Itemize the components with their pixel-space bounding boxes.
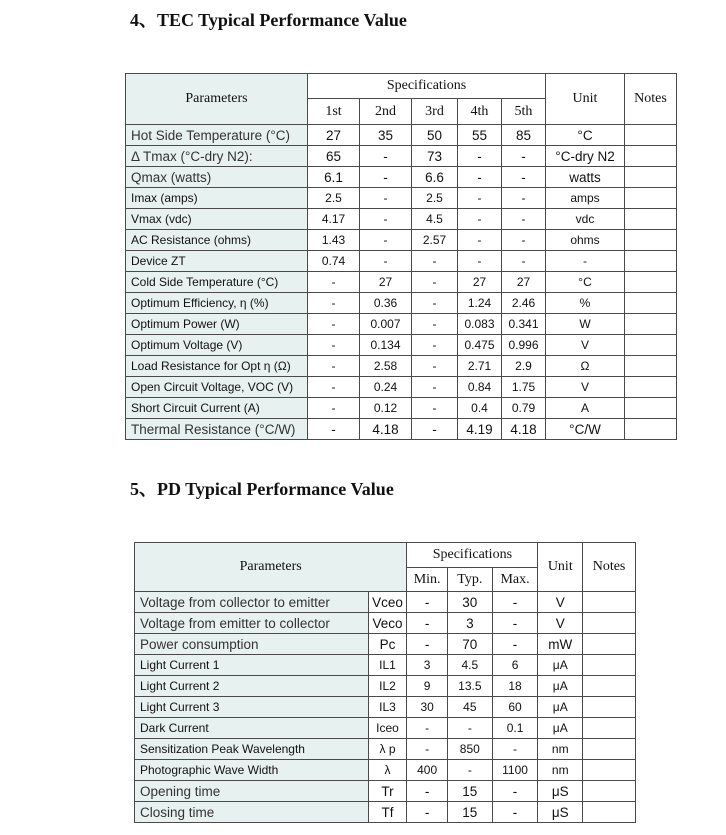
- value-cell: 0.341: [502, 314, 546, 335]
- value-cell: 0.24: [360, 377, 412, 398]
- notes-cell: [625, 398, 677, 419]
- value-cell: -: [492, 802, 538, 823]
- table-row: [135, 718, 636, 739]
- table-row: [135, 592, 636, 613]
- pd-performance-table: [134, 542, 636, 823]
- value-cell: 18: [492, 676, 538, 697]
- value-cell: 0.74: [308, 251, 360, 272]
- notes-cell: [583, 634, 636, 655]
- value-cell: 30: [407, 697, 448, 718]
- parameter-cell: Qmax (watts): [126, 167, 308, 188]
- notes-cell: [625, 230, 677, 251]
- unit-cell: mW: [538, 634, 583, 655]
- value-cell: -: [308, 293, 360, 314]
- value-cell: 2.5: [308, 188, 360, 209]
- notes-cell: [583, 676, 636, 697]
- value-cell: 6.1: [308, 167, 360, 188]
- notes-cell: [583, 697, 636, 718]
- value-cell: -: [407, 592, 448, 613]
- value-cell: -: [502, 251, 546, 272]
- parameter-cell: Sensitization Peak Wavelength: [135, 739, 369, 760]
- value-cell: 13.5: [447, 676, 492, 697]
- value-cell: -: [412, 251, 458, 272]
- parameter-cell: Thermal Resistance (°C/W): [126, 419, 308, 440]
- value-cell: 50: [412, 125, 458, 146]
- parameter-cell: Open Circuit Voltage, VOC (V): [126, 377, 308, 398]
- value-cell: 2.57: [412, 230, 458, 251]
- value-cell: 850: [447, 739, 492, 760]
- table-row: [126, 167, 677, 188]
- value-cell: -: [412, 419, 458, 440]
- value-cell: -: [308, 335, 360, 356]
- value-cell: 27: [502, 272, 546, 293]
- value-cell: 0.134: [360, 335, 412, 356]
- unit-cell: V: [546, 335, 625, 356]
- table-row: [126, 146, 677, 167]
- table-row: [126, 230, 677, 251]
- value-cell: -: [458, 188, 502, 209]
- table-row: [126, 419, 677, 440]
- value-cell: 0.79: [502, 398, 546, 419]
- value-cell: 65: [308, 146, 360, 167]
- value-cell: 60: [492, 697, 538, 718]
- table-row: [126, 398, 677, 419]
- value-cell: -: [360, 251, 412, 272]
- parameter-cell: Load Resistance for Opt η (Ω): [126, 356, 308, 377]
- parameter-cell: Dark Current: [135, 718, 369, 739]
- table-row: [126, 272, 677, 293]
- tec-heading: 4、TEC Typical Performance Value: [130, 10, 407, 30]
- value-cell: -: [502, 188, 546, 209]
- parameter-cell: Optimum Voltage (V): [126, 335, 308, 356]
- value-cell: 27: [360, 272, 412, 293]
- notes-cell: [583, 718, 636, 739]
- notes-cell: [583, 592, 636, 613]
- notes-cell: [625, 419, 677, 440]
- parameter-cell: Light Current 3: [135, 697, 369, 718]
- tec-performance-table: [125, 73, 677, 440]
- unit-cell: μA: [538, 718, 583, 739]
- value-cell: 0.1: [492, 718, 538, 739]
- value-cell: 2.5: [412, 188, 458, 209]
- unit-cell: ohms: [546, 230, 625, 251]
- parameter-cell: Voltage from emitter to collector: [135, 613, 369, 634]
- value-cell: -: [360, 230, 412, 251]
- table-row: [126, 314, 677, 335]
- table-row: [135, 697, 636, 718]
- unit-cell: °C/W: [546, 419, 625, 440]
- specifications-header: Specifications: [308, 74, 546, 99]
- col-header-typ: Typ.: [447, 568, 492, 592]
- value-cell: 4.5: [412, 209, 458, 230]
- value-cell: -: [407, 613, 448, 634]
- unit-header: Unit: [538, 543, 583, 592]
- value-cell: 0.36: [360, 293, 412, 314]
- value-cell: -: [407, 739, 448, 760]
- notes-cell: [625, 377, 677, 398]
- notes-header: Notes: [625, 74, 677, 125]
- unit-cell: nm: [538, 760, 583, 781]
- unit-cell: -: [546, 251, 625, 272]
- parameters-header: Parameters: [126, 74, 308, 125]
- unit-cell: °C: [546, 125, 625, 146]
- parameter-cell: Δ Tmax (°C-dry N2):: [126, 146, 308, 167]
- value-cell: -: [308, 398, 360, 419]
- value-cell: -: [447, 760, 492, 781]
- value-cell: 0.083: [458, 314, 502, 335]
- parameter-cell: Power consumption: [135, 634, 369, 655]
- value-cell: -: [308, 272, 360, 293]
- notes-cell: [625, 293, 677, 314]
- value-cell: -: [407, 802, 448, 823]
- value-cell: -: [407, 718, 448, 739]
- symbol-cell: λ: [368, 760, 407, 781]
- value-cell: 27: [308, 125, 360, 146]
- table-row: [135, 781, 636, 802]
- value-cell: -: [360, 146, 412, 167]
- value-cell: -: [458, 167, 502, 188]
- unit-cell: nm: [538, 739, 583, 760]
- col-header-min: Min.: [407, 568, 448, 592]
- notes-cell: [625, 209, 677, 230]
- table-row: [126, 188, 677, 209]
- value-cell: -: [502, 230, 546, 251]
- table-row: [126, 251, 677, 272]
- value-cell: -: [492, 613, 538, 634]
- value-cell: -: [412, 356, 458, 377]
- value-cell: 1.43: [308, 230, 360, 251]
- value-cell: 9: [407, 676, 448, 697]
- unit-cell: °C: [546, 272, 625, 293]
- value-cell: 6.6: [412, 167, 458, 188]
- value-cell: -: [458, 230, 502, 251]
- value-cell: 2.71: [458, 356, 502, 377]
- value-cell: -: [502, 146, 546, 167]
- col-header-2nd: 2nd: [360, 99, 412, 125]
- value-cell: 3: [447, 613, 492, 634]
- value-cell: -: [308, 314, 360, 335]
- value-cell: -: [360, 209, 412, 230]
- symbol-cell: Veco: [368, 613, 407, 634]
- value-cell: 0.475: [458, 335, 502, 356]
- parameter-cell: AC Resistance (ohms): [126, 230, 308, 251]
- parameter-cell: Vmax (vdc): [126, 209, 308, 230]
- symbol-cell: IL3: [368, 697, 407, 718]
- symbol-cell: Pc: [368, 634, 407, 655]
- value-cell: 0.996: [502, 335, 546, 356]
- value-cell: -: [502, 209, 546, 230]
- value-cell: -: [407, 634, 448, 655]
- table-row: [126, 293, 677, 314]
- value-cell: 70: [447, 634, 492, 655]
- table-row: [135, 739, 636, 760]
- table-row: [135, 802, 636, 823]
- notes-cell: [625, 272, 677, 293]
- col-header-5th: 5th: [502, 99, 546, 125]
- notes-cell: [583, 739, 636, 760]
- unit-cell: amps: [546, 188, 625, 209]
- value-cell: 0.4: [458, 398, 502, 419]
- parameter-cell: Cold Side Temperature (°C): [126, 272, 308, 293]
- parameter-cell: Photographic Wave Width: [135, 760, 369, 781]
- value-cell: -: [412, 314, 458, 335]
- value-cell: -: [447, 718, 492, 739]
- parameter-cell: Imax (amps): [126, 188, 308, 209]
- value-cell: 4.18: [360, 419, 412, 440]
- notes-cell: [625, 146, 677, 167]
- value-cell: 4.5: [447, 655, 492, 676]
- value-cell: -: [412, 335, 458, 356]
- col-header-4th: 4th: [458, 99, 502, 125]
- unit-cell: V: [546, 377, 625, 398]
- value-cell: 85: [502, 125, 546, 146]
- table-row: [135, 634, 636, 655]
- table-row: [135, 760, 636, 781]
- symbol-cell: Vceo: [368, 592, 407, 613]
- notes-cell: [625, 356, 677, 377]
- value-cell: 15: [447, 802, 492, 823]
- value-cell: -: [407, 781, 448, 802]
- pd-heading: 5、PD Typical Performance Value: [130, 479, 394, 499]
- value-cell: 27: [458, 272, 502, 293]
- parameter-cell: Device ZT: [126, 251, 308, 272]
- col-header-max: Max.: [492, 568, 538, 592]
- notes-cell: [583, 802, 636, 823]
- notes-cell: [625, 335, 677, 356]
- symbol-cell: Tf: [368, 802, 407, 823]
- value-cell: -: [412, 293, 458, 314]
- value-cell: 15: [447, 781, 492, 802]
- symbol-cell: Iceo: [368, 718, 407, 739]
- unit-cell: W: [546, 314, 625, 335]
- value-cell: 0.12: [360, 398, 412, 419]
- unit-cell: μA: [538, 697, 583, 718]
- value-cell: -: [360, 188, 412, 209]
- parameter-cell: Light Current 2: [135, 676, 369, 697]
- value-cell: -: [458, 251, 502, 272]
- unit-cell: vdc: [546, 209, 625, 230]
- value-cell: 4.17: [308, 209, 360, 230]
- unit-cell: μA: [538, 676, 583, 697]
- parameter-cell: Optimum Power (W): [126, 314, 308, 335]
- value-cell: -: [492, 634, 538, 655]
- notes-cell: [583, 613, 636, 634]
- value-cell: -: [502, 167, 546, 188]
- unit-cell: A: [546, 398, 625, 419]
- value-cell: 2.9: [502, 356, 546, 377]
- value-cell: 2.46: [502, 293, 546, 314]
- col-header-3rd: 3rd: [412, 99, 458, 125]
- parameter-cell: Hot Side Temperature (°C): [126, 125, 308, 146]
- notes-cell: [625, 167, 677, 188]
- value-cell: 4.18: [502, 419, 546, 440]
- value-cell: -: [412, 272, 458, 293]
- symbol-cell: λ p: [368, 739, 407, 760]
- parameter-cell: Closing time: [135, 802, 369, 823]
- symbol-cell: IL2: [368, 676, 407, 697]
- value-cell: 0.84: [458, 377, 502, 398]
- notes-cell: [583, 781, 636, 802]
- value-cell: -: [492, 739, 538, 760]
- value-cell: -: [492, 781, 538, 802]
- table-row: [126, 125, 677, 146]
- value-cell: 0.007: [360, 314, 412, 335]
- value-cell: 45: [447, 697, 492, 718]
- parameters-header: Parameters: [135, 543, 407, 592]
- unit-header: Unit: [546, 74, 625, 125]
- value-cell: -: [412, 398, 458, 419]
- value-cell: 55: [458, 125, 502, 146]
- value-cell: -: [458, 209, 502, 230]
- parameter-cell: Light Current 1: [135, 655, 369, 676]
- value-cell: -: [458, 146, 502, 167]
- notes-cell: [583, 655, 636, 676]
- value-cell: 30: [447, 592, 492, 613]
- unit-cell: V: [538, 613, 583, 634]
- value-cell: -: [308, 419, 360, 440]
- notes-header: Notes: [583, 543, 636, 592]
- unit-cell: μS: [538, 781, 583, 802]
- value-cell: 1.24: [458, 293, 502, 314]
- value-cell: 3: [407, 655, 448, 676]
- table-row: [126, 335, 677, 356]
- specifications-header: Specifications: [407, 543, 538, 568]
- symbol-cell: IL1: [368, 655, 407, 676]
- parameter-cell: Optimum Efficiency, η (%): [126, 293, 308, 314]
- value-cell: -: [412, 377, 458, 398]
- value-cell: 1100: [492, 760, 538, 781]
- value-cell: -: [308, 377, 360, 398]
- value-cell: 73: [412, 146, 458, 167]
- value-cell: 2.58: [360, 356, 412, 377]
- table-row: [135, 613, 636, 634]
- unit-cell: μA: [538, 655, 583, 676]
- table-row: [126, 209, 677, 230]
- notes-cell: [625, 251, 677, 272]
- value-cell: 1.75: [502, 377, 546, 398]
- value-cell: 6: [492, 655, 538, 676]
- col-header-1st: 1st: [308, 99, 360, 125]
- value-cell: -: [308, 356, 360, 377]
- value-cell: -: [360, 167, 412, 188]
- parameter-cell: Opening time: [135, 781, 369, 802]
- table-row: [135, 655, 636, 676]
- table-row: [135, 676, 636, 697]
- value-cell: 4.19: [458, 419, 502, 440]
- unit-cell: °C-dry N2: [546, 146, 625, 167]
- unit-cell: watts: [546, 167, 625, 188]
- symbol-cell: Tr: [368, 781, 407, 802]
- parameter-cell: Short Circuit Current (A): [126, 398, 308, 419]
- table-row: [126, 356, 677, 377]
- parameter-cell: Voltage from collector to emitter: [135, 592, 369, 613]
- notes-cell: [625, 314, 677, 335]
- unit-cell: Ω: [546, 356, 625, 377]
- notes-cell: [583, 760, 636, 781]
- table-row: [126, 377, 677, 398]
- unit-cell: %: [546, 293, 625, 314]
- unit-cell: V: [538, 592, 583, 613]
- value-cell: 400: [407, 760, 448, 781]
- value-cell: -: [492, 592, 538, 613]
- notes-cell: [625, 188, 677, 209]
- notes-cell: [625, 125, 677, 146]
- value-cell: 35: [360, 125, 412, 146]
- unit-cell: μS: [538, 802, 583, 823]
